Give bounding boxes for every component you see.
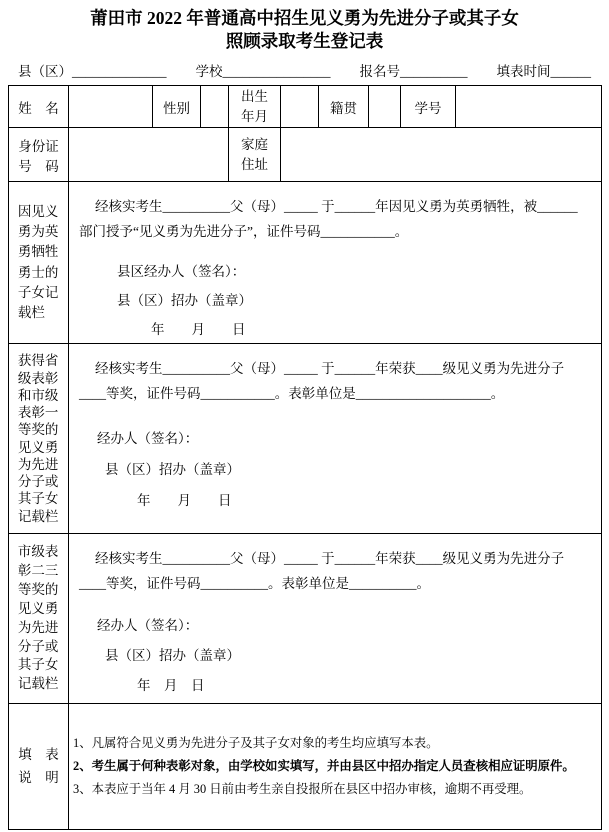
section-sacrifice-paragraph: 经核实考生__________父（母）_____ 于______年因见义勇为英勇牺牲，被______部门授予“见义勇为先进分子”，证件号码___________。: [79, 199, 578, 240]
id-number-value-cell: [69, 128, 229, 182]
section-sacrifice-row: [9, 182, 602, 344]
section-provincial-award-row: [9, 344, 602, 534]
section-sacrifice-label: 因见义勇为英勇牺牲勇士的子女记载栏: [17, 203, 59, 321]
section-municipal-seal-line: 县（区）招办（盖章）: [105, 648, 240, 664]
row-basic-info: [9, 86, 602, 128]
form-title: [8, 7, 601, 53]
id-label-line2: 号 码: [18, 158, 59, 174]
section-municipal-content: [69, 534, 602, 704]
student-no-label: 学号: [414, 100, 442, 116]
student-no-value-cell: [456, 86, 602, 128]
section-municipal-label: 市级表彰二三等奖的见义勇为先进分子或其子女记载栏: [17, 544, 59, 692]
birth-value-cell: [281, 86, 319, 128]
origin-value-cell: [369, 86, 401, 128]
section-municipal-signature-line: 经办人（签名）：: [97, 618, 199, 634]
origin-label-cell: [319, 86, 369, 128]
gender-label-cell: [153, 86, 201, 128]
note-item-2: 2、考生属于何种表彰对象，由学校如实填写，并由县区中招办指定人员查核相应证明原件。: [73, 758, 575, 773]
section-provincial-seal-line: 县（区）招办（盖章）: [105, 462, 240, 478]
regno-field: [360, 60, 468, 80]
origin-label: 籍贯: [330, 100, 357, 116]
section-sacrifice-label-cell: [9, 182, 69, 344]
section-sacrifice-signature-line: 县区经办人（签名）：: [117, 264, 246, 280]
regno-blank: __________: [400, 64, 468, 80]
note-item-3: 3、本表应于当年 4 月 30 日前由考生亲自投报所在县区中招办审核，逾期不再受理。: [73, 781, 532, 796]
note-item-1: 1、凡属符合见义勇为先进分子及其子女对象的考生均应填写本表。: [73, 735, 439, 750]
county-label: 县（区）: [18, 64, 72, 80]
form-title-line2: 照顾录取考生登记表: [225, 31, 384, 52]
section-sacrifice-date-line: 年 月 日: [151, 322, 246, 338]
filltime-label: 填表时间: [496, 64, 551, 80]
section-sacrifice-content: [69, 182, 602, 344]
filltime-blank: ______: [550, 64, 591, 80]
registration-table: [8, 85, 602, 830]
name-label-cell: [9, 86, 69, 128]
section-provincial-label-cell: [9, 344, 69, 534]
id-label-line1: 身份证: [18, 138, 59, 154]
form-title-line1: 莆田市 2022 年普通高中招生见义勇为先进分子或其子女: [90, 8, 519, 28]
section-sacrifice-seal-line: 县（区）招办（盖章）: [117, 293, 252, 309]
student-no-label-cell: [401, 86, 456, 128]
section-municipal-label-cell: [9, 534, 69, 704]
county-blank: ______________: [72, 64, 167, 80]
section-municipal-date-line: 年 月 日: [137, 678, 205, 694]
name-value-cell: [69, 86, 153, 128]
id-number-label-cell: [9, 128, 69, 182]
school-field: [196, 60, 331, 80]
county-field: [18, 60, 167, 80]
header-fields: [18, 60, 591, 80]
section-municipal-paragraph: 经核实考生__________父（母）_____ 于______年荣获____级见义勇为先进分子____等奖，证件号码__________。表彰单位是__________。: [79, 551, 565, 592]
notes-label-line2: 说 明: [18, 769, 59, 785]
section-municipal-award-row: [9, 534, 602, 704]
section-provincial-date-line: 年 月 日: [137, 493, 232, 509]
gender-label: 性别: [163, 100, 190, 116]
gender-value-cell: [201, 86, 229, 128]
birth-label-cell: [229, 86, 281, 128]
name-label: 姓 名: [18, 100, 59, 116]
school-label: 学校: [195, 64, 223, 80]
notes-content: [69, 704, 602, 830]
address-label-cell: [229, 128, 281, 182]
notes-row: [9, 704, 602, 830]
school-blank: ________________: [222, 64, 331, 80]
address-value-cell: [281, 128, 602, 182]
section-provincial-signature-line: 经办人（签名）：: [97, 431, 199, 447]
filltime-field: [497, 60, 592, 80]
section-provincial-content: [69, 344, 602, 534]
row-id-address: [9, 128, 602, 182]
section-provincial-label: 获得省级表彰和市级表彰一等奖的见义勇为先进分子或其子女记载栏: [17, 353, 59, 524]
section-provincial-paragraph: 经核实考生__________父（母）_____ 于______年荣获____级见义勇为先进分子____等奖，证件号码___________。表彰单位是____________________。: [79, 361, 565, 402]
notes-label-line1: 填 表: [18, 746, 59, 762]
address-label: 家庭住址: [241, 137, 268, 172]
regno-label: 报名号: [359, 64, 400, 80]
birth-label: 出生年月: [241, 89, 268, 124]
notes-label-cell: [9, 704, 69, 830]
